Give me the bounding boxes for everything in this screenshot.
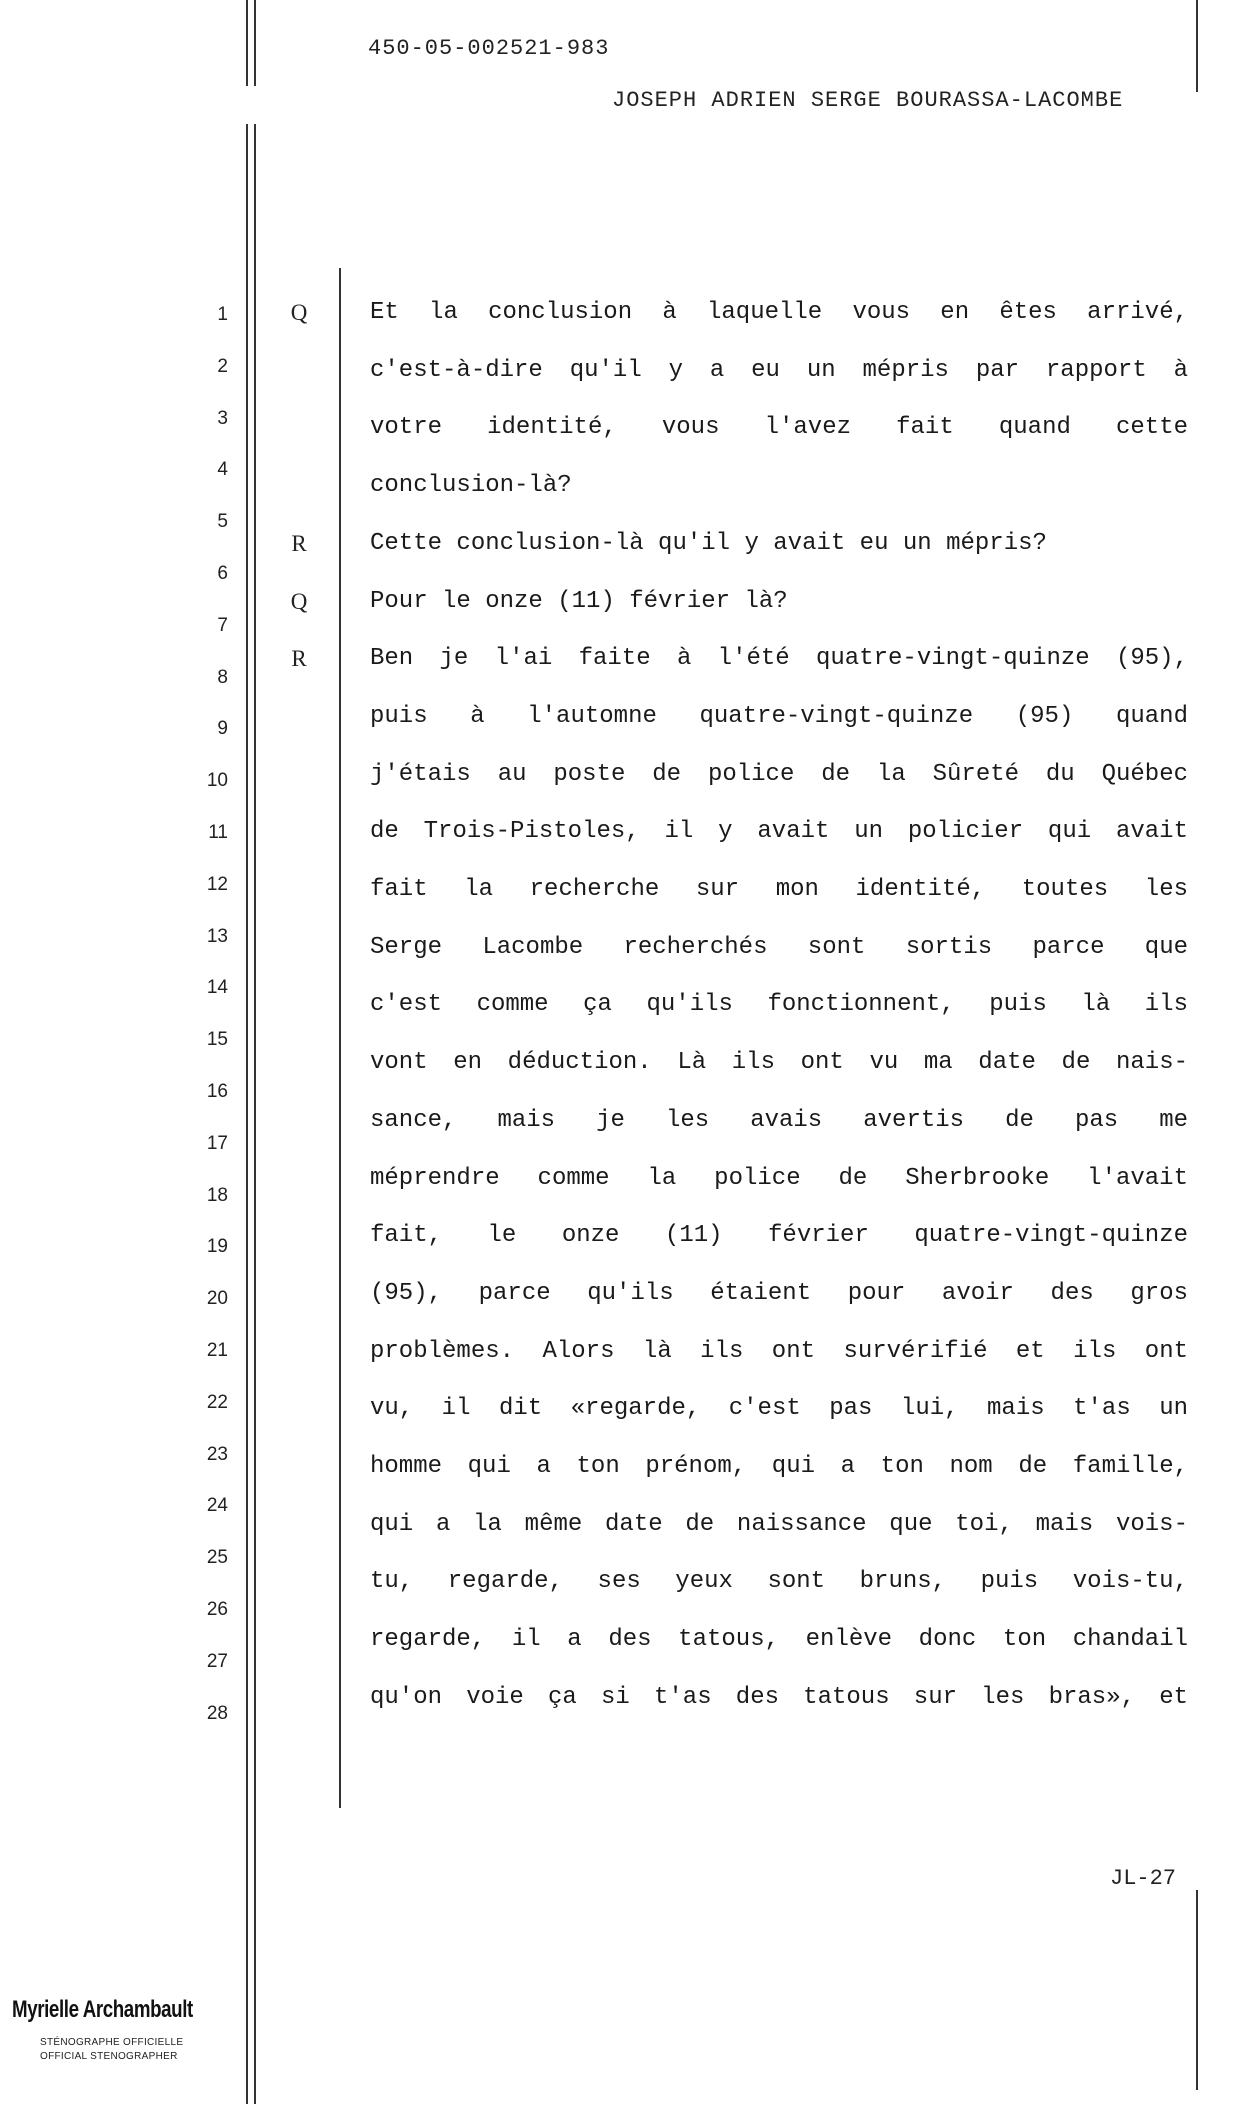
transcript-line-text: c'est-à-dire qu'il y a eu un mépris par rapport à bbox=[370, 356, 1188, 384]
line-number: 26 bbox=[206, 1599, 228, 1620]
line-number: 16 bbox=[206, 1081, 228, 1102]
line-number: 27 bbox=[206, 1650, 228, 1672]
line-number: 23 bbox=[206, 1443, 228, 1465]
line-number: 4 bbox=[217, 459, 228, 481]
transcript-line-text: Ben je l'ai faite à l'été quatre-vingt-quinze (95), bbox=[370, 645, 1188, 673]
transcript-line-text: fait, le onze (11) février quatre-vingt-quinze bbox=[370, 1222, 1188, 1250]
transcript-line-text: Serge Lacombe recherchés sont sortis parce que bbox=[370, 933, 1188, 961]
transcript-line-text: qui a la même date de naissance que toi, mais vois- bbox=[370, 1510, 1188, 1538]
transcript-line-text: Et la conclusion à laquelle vous en êtes arrivé, bbox=[370, 299, 1188, 326]
page-code: JL-27 bbox=[1110, 1866, 1177, 1891]
left-margin-rule-inner-lower bbox=[254, 124, 256, 2104]
transcript-line-text: tu, regarde, ses yeux sont bruns, puis vois-tu, bbox=[370, 1568, 1188, 1596]
line-number: 18 bbox=[206, 1184, 228, 1206]
line-number: 2 bbox=[217, 355, 228, 377]
speaker-marker: Q bbox=[290, 588, 308, 614]
line-number: 11 bbox=[208, 822, 228, 843]
transcript-line-text: homme qui a ton prénom, qui a ton nom de famille, bbox=[370, 1453, 1188, 1480]
transcript-line-text: (95), parce qu'ils étaient pour avoir des gros bbox=[370, 1279, 1188, 1307]
stenographer-title-en: OFFICIAL STENOGRAPHER bbox=[40, 2051, 178, 2062]
line-number: 28 bbox=[206, 1702, 228, 1724]
line-number: 14 bbox=[206, 977, 228, 999]
transcript-line-text: puis à l'automne quatre-vingt-quinze (95) quand bbox=[370, 702, 1188, 730]
line-number: 19 bbox=[206, 1236, 228, 1258]
transcript-line-text: sance, mais je les avais avertis de pas me bbox=[370, 1106, 1188, 1134]
line-number: 25 bbox=[206, 1547, 228, 1569]
line-number: 12 bbox=[206, 873, 228, 895]
line-number: 3 bbox=[217, 407, 228, 429]
transcript-line-text: fait la recherche sur mon identité, toutes les bbox=[370, 876, 1188, 903]
left-margin-rule-outer bbox=[246, 0, 248, 86]
line-number: 20 bbox=[206, 1288, 228, 1310]
transcript-line-text: regarde, il a des tatous, enlève donc ton chandail bbox=[370, 1626, 1188, 1654]
line-number: 21 bbox=[206, 1340, 228, 1361]
speaker-marker: R bbox=[291, 646, 307, 672]
transcript-line-text: conclusion-là? bbox=[370, 472, 572, 500]
transcript-line-text: votre identité, vous l'avez fait quand cette bbox=[370, 414, 1188, 442]
line-number: 22 bbox=[206, 1391, 228, 1413]
transcript-line-text: c'est comme ça qu'ils fonctionnent, puis là ils bbox=[370, 991, 1188, 1019]
line-number: 15 bbox=[206, 1029, 228, 1051]
line-number: 17 bbox=[206, 1132, 228, 1154]
witness-name: JOSEPH ADRIEN SERGE BOURASSA-LACOMBE bbox=[612, 88, 1124, 113]
right-margin-rule bbox=[1196, 0, 1198, 92]
line-number: 13 bbox=[206, 925, 228, 947]
line-number: 6 bbox=[217, 563, 228, 584]
line-number: 7 bbox=[217, 614, 228, 636]
transcript-line-text: qu'on voie ça si t'as des tatous sur les bras», et bbox=[370, 1683, 1188, 1711]
transcript-line-text: méprendre comme la police de Sherbrooke l'avait bbox=[370, 1164, 1188, 1192]
line-number: 10 bbox=[206, 770, 228, 792]
stenographer-title-fr: STÉNOGRAPHE OFFICIELLE bbox=[40, 2037, 184, 2048]
stenographer-name: Myrielle Archambault bbox=[12, 1996, 193, 2023]
line-number: 8 bbox=[217, 666, 228, 688]
transcript-line-text: vu, il dit «regarde, c'est pas lui, mais t'as un bbox=[370, 1395, 1188, 1423]
speaker-marker: R bbox=[291, 530, 307, 556]
line-number: 5 bbox=[217, 511, 228, 533]
case-number: 450-05-002521-983 bbox=[368, 36, 610, 61]
transcript-line-text: j'étais au poste de police de la Sûreté du Québec bbox=[370, 760, 1188, 788]
transcript-line-text: problèmes. Alors là ils ont survérifié et ils ont bbox=[370, 1337, 1188, 1365]
line-number: 24 bbox=[206, 1495, 228, 1517]
transcript-line-text: Cette conclusion-là qu'il y avait eu un mépris? bbox=[370, 529, 1047, 557]
transcript-line-text: vont en déduction. Là ils ont vu ma date de nais- bbox=[370, 1049, 1188, 1077]
speaker-marker: Q bbox=[290, 300, 308, 325]
left-margin-rule-outer-lower bbox=[246, 124, 248, 2104]
transcript-line-text: Pour le onze (11) février là? bbox=[370, 587, 788, 615]
transcript-line-text: de Trois-Pistoles, il y avait un policier qui avait bbox=[370, 818, 1188, 846]
left-margin-rule-inner bbox=[254, 0, 256, 86]
text-column-rule bbox=[339, 268, 341, 1808]
right-margin-rule-lower bbox=[1196, 1890, 1198, 2090]
line-number: 9 bbox=[217, 718, 228, 740]
line-number: 1 bbox=[217, 304, 228, 325]
